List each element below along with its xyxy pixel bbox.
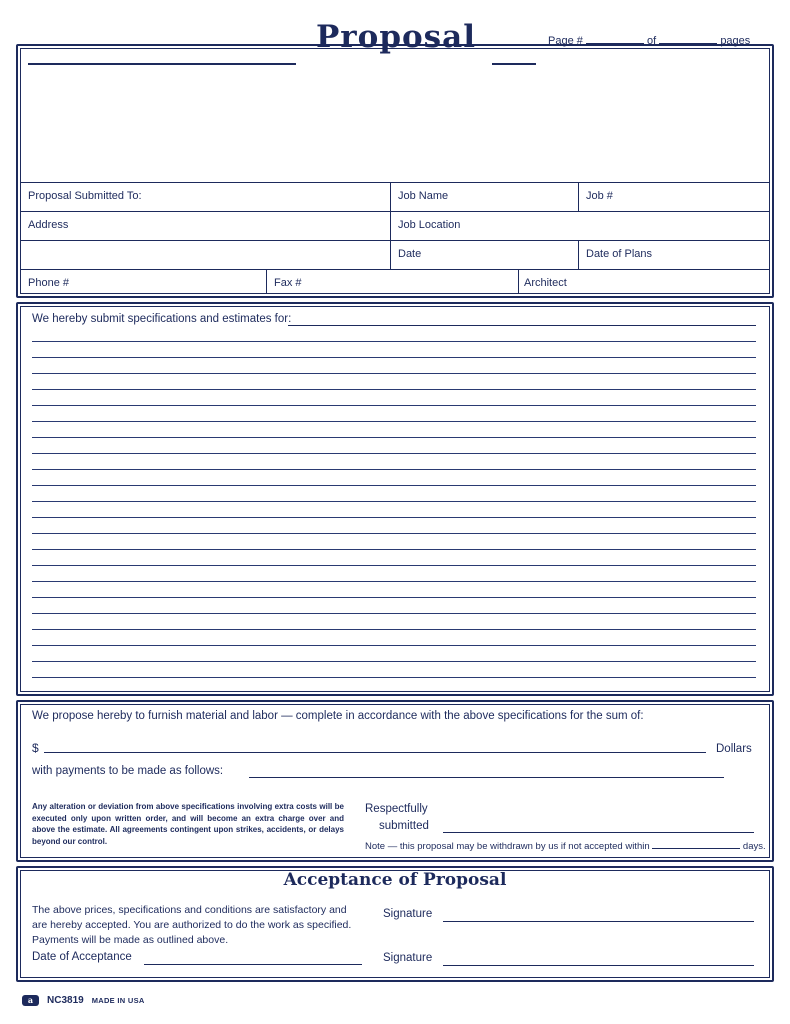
header-vline-3 xyxy=(578,240,579,269)
respectfully-signature-line[interactable] xyxy=(443,832,754,833)
label-job-number: Job # xyxy=(586,190,613,202)
field-date[interactable] xyxy=(398,254,572,268)
spec-line[interactable] xyxy=(32,373,756,374)
acceptance-body-text: The above prices, specifications and conditions are satisfactory and are hereby accepted. You are authorized to do the work as specified. Payments will be made as outlined above. xyxy=(32,904,352,946)
page-label: Page # xyxy=(548,35,583,47)
header-vline-5 xyxy=(518,269,519,294)
field-fax[interactable] xyxy=(274,283,512,293)
fine-print-terms: Any alteration or deviation from above specifications involving extra costs will be executed only upon written order, and will become an extra charge over and above the estimate. All agreements contingent upon strikes, accidents, or delays beyond our control. xyxy=(32,802,344,846)
spec-line[interactable] xyxy=(32,581,756,582)
spec-line[interactable] xyxy=(32,613,756,614)
spec-line[interactable] xyxy=(32,341,756,342)
respectfully-submitted-label xyxy=(365,801,429,835)
spec-line[interactable] xyxy=(32,533,756,534)
spec-line[interactable] xyxy=(32,469,756,470)
pages-label: pages xyxy=(720,35,751,47)
spec-line[interactable] xyxy=(32,485,756,486)
spec-line[interactable] xyxy=(32,357,756,358)
dollars-label: Dollars xyxy=(716,743,752,755)
spec-line[interactable] xyxy=(32,437,756,438)
spec-line[interactable] xyxy=(32,517,756,518)
header-rule-3 xyxy=(20,240,770,241)
label-fax: Fax # xyxy=(274,277,302,289)
label-architect: Architect xyxy=(524,277,567,289)
specifications-intro-rule[interactable] xyxy=(288,325,756,326)
payments-label: with payments to be made as follows: xyxy=(32,765,224,777)
date-of-acceptance-label: Date of Acceptance xyxy=(32,951,132,963)
field-job-name[interactable] xyxy=(398,196,572,210)
page-title: Proposal xyxy=(316,19,476,55)
label-date-of-plans: Date of Plans xyxy=(586,248,653,260)
date-of-acceptance-line[interactable] xyxy=(144,964,362,965)
form-code: NC3819 xyxy=(47,995,84,1006)
withdrawal-note-prefix: Note — this proposal may be withdrawn by us if not accepted within xyxy=(365,841,650,852)
field-architect[interactable] xyxy=(524,283,764,293)
label-job-location: Job Location xyxy=(398,219,461,231)
header-rule-4 xyxy=(20,269,770,270)
spec-line[interactable] xyxy=(32,565,756,566)
spec-line[interactable] xyxy=(32,597,756,598)
label-proposal-submitted-to: Proposal Submitted To: xyxy=(28,190,142,202)
specifications-block-inner-frame xyxy=(20,306,770,692)
field-job-number[interactable] xyxy=(586,196,764,210)
spec-line[interactable] xyxy=(32,661,756,662)
page-number-blank[interactable] xyxy=(586,32,644,44)
made-in-usa-label: MADE IN USA xyxy=(91,996,145,1005)
of-label: of xyxy=(647,35,657,47)
total-pages-blank[interactable] xyxy=(659,32,717,44)
signature-label-1: Signature xyxy=(383,908,433,920)
propose-statement: We propose hereby to furnish material and labor — complete in accordance with the above specifications for the sum of: xyxy=(32,710,644,722)
spec-line[interactable] xyxy=(32,389,756,390)
letterhead-area[interactable] xyxy=(22,50,768,180)
spec-line[interactable] xyxy=(32,629,756,630)
acceptance-title: Acceptance of Proposal xyxy=(283,870,507,890)
field-address[interactable] xyxy=(28,225,384,239)
withdrawal-days-blank[interactable] xyxy=(652,838,740,849)
header-rule-1 xyxy=(20,182,770,183)
publisher-logo-icon: a xyxy=(22,995,39,1006)
label-phone: Phone # xyxy=(28,277,69,289)
specifications-intro: We hereby submit specifications and estimates for: xyxy=(32,313,292,325)
header-rule-2 xyxy=(20,211,770,212)
signature-line-1[interactable] xyxy=(443,921,754,922)
footer xyxy=(22,995,145,1006)
withdrawal-note-suffix: days. xyxy=(742,841,766,852)
header-vline-1 xyxy=(390,182,391,269)
spec-line[interactable] xyxy=(32,421,756,422)
signature-line-2[interactable] xyxy=(443,965,754,966)
withdrawal-note xyxy=(365,838,766,852)
label-job-name: Job Name xyxy=(398,190,449,202)
field-job-location[interactable] xyxy=(398,225,764,239)
spec-line[interactable] xyxy=(32,453,756,454)
field-phone[interactable] xyxy=(28,283,260,293)
currency-symbol: $ xyxy=(32,741,39,755)
payments-input-line[interactable] xyxy=(249,777,724,778)
spec-line[interactable] xyxy=(32,549,756,550)
header-vline-2 xyxy=(578,182,579,211)
label-address: Address xyxy=(28,219,69,231)
respectfully-line-1: Respectfully xyxy=(365,803,428,815)
field-date-of-plans[interactable] xyxy=(586,254,764,268)
spec-line[interactable] xyxy=(32,645,756,646)
field-proposal-submitted-to[interactable] xyxy=(28,196,384,210)
header-vline-4 xyxy=(266,269,267,294)
amount-input-line[interactable] xyxy=(44,752,706,753)
spec-line[interactable] xyxy=(32,405,756,406)
signature-label-2: Signature xyxy=(383,952,433,964)
spec-line[interactable] xyxy=(32,677,756,678)
spec-line[interactable] xyxy=(32,501,756,502)
respectfully-line-2: submitted xyxy=(379,820,429,832)
label-date: Date xyxy=(398,248,422,260)
